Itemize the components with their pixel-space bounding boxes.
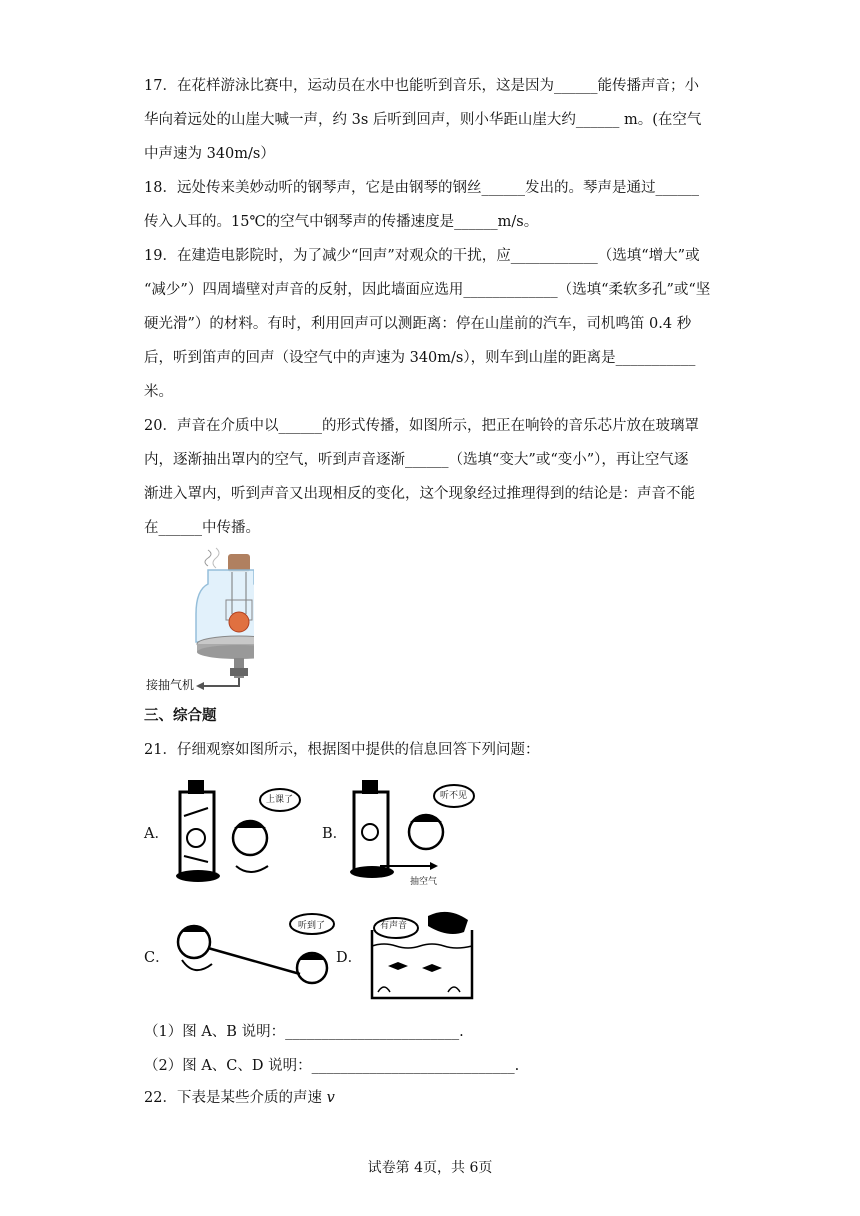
fig-d-bubble-text: 有声音 bbox=[380, 921, 408, 931]
fig-a-bubble-text: 上课了 bbox=[266, 795, 294, 805]
q19-line-4: 后，听到笛声的回声（设空气中的声速为 340m/s），则车到山崖的距离是___________ bbox=[144, 350, 696, 366]
q19-line-3: 硬光滑”）的材料。有时，利用回声可以测距离：停在山崖前的汽车，司机鸣笛 0.4 秒 bbox=[144, 316, 692, 332]
fig-d-label: D． bbox=[336, 950, 363, 966]
page-footer: 试卷第 4页，共 6页 bbox=[367, 1160, 493, 1176]
fig-b-pump-text: 抽空气 bbox=[410, 877, 438, 887]
q20-line-3: 渐进入罩内，听到声音又出现相反的变化，这个现象经过推理得到的结论是：声音不能 bbox=[144, 486, 695, 502]
q19-line-2: “减少”）四周墙壁对声音的反射，因此墙面应选用_____________（选填“柔软多孔”或“坚 bbox=[144, 282, 711, 298]
q20-line-2: 内，逐渐抽出罩内的空气，听到声音逐渐______（选填“变大”或“变小”），再让空气逐 bbox=[144, 452, 689, 468]
q22-text: 22．下表是某些介质的声速 bbox=[144, 1090, 327, 1106]
q20-line-4: 在______中传播。 bbox=[144, 520, 260, 536]
q18-line-2: 传入人耳的。15℃的空气中钢琴声的传播速度是______m/s。 bbox=[144, 214, 539, 230]
q17-line-2: 华向着远处的山崖大喊一声，约 3s 后听到回声，则小华距山崖大约______ m。(在空气 bbox=[144, 112, 702, 128]
fig-b-bubble-text: 听不见 bbox=[440, 791, 468, 801]
bell-jar-figure bbox=[144, 544, 254, 694]
q19-line-1: 19．在建造电影院时，为了减少“回声”对观众的干扰，应____________（选填“增大”或 bbox=[144, 248, 700, 264]
fig-c-label: C． bbox=[144, 950, 170, 966]
q17-line-3: 中声速为 340m/s） bbox=[144, 146, 275, 162]
fig-a-label: A． bbox=[144, 826, 169, 842]
q21-stem: 21．仔细观察如图所示，根据图中提供的信息回答下列问题： bbox=[144, 742, 540, 758]
section-title: 三、综合题 bbox=[144, 708, 217, 724]
fig-c-bubble-text: 听到了 bbox=[298, 921, 326, 931]
q18-line-1: 18．远处传来美妙动听的钢琴声，它是由钢琴的钢丝______发出的。琴声是通过______ bbox=[144, 180, 699, 196]
q21-part-2: （2）图 A、C、D 说明：____________________________. bbox=[144, 1058, 520, 1074]
q22-variable: v bbox=[326, 1090, 335, 1106]
q19-line-5: 米。 bbox=[144, 384, 173, 400]
fig-b-label: B． bbox=[322, 826, 348, 842]
q22-stem bbox=[144, 1088, 335, 1108]
q17-line-1: 17．在花样游泳比赛中，运动员在水中也能听到音乐，这是因为______能传播声音；小 bbox=[144, 78, 699, 94]
q20-line-1: 20．声音在介质中以______的形式传播，如图所示，把正在响铃的音乐芯片放在玻璃罩 bbox=[144, 418, 699, 434]
vacuum-pump-label: 接抽气机 bbox=[146, 678, 195, 692]
q21-part-1: （1）图 A、B 说明：________________________. bbox=[144, 1024, 464, 1040]
